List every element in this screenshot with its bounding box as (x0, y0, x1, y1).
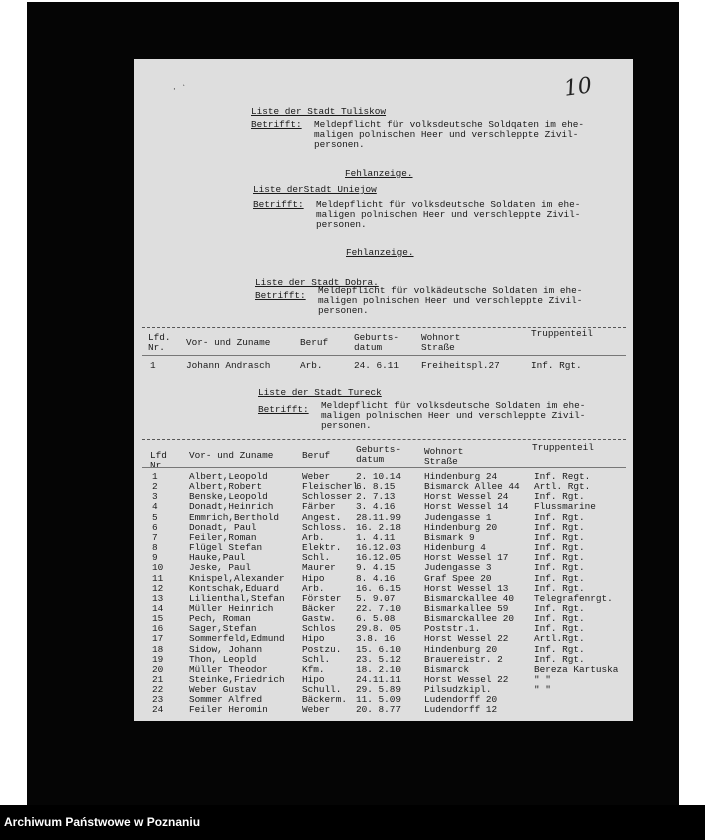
speck-marks: · ˋ (172, 85, 187, 94)
cell-truppe: Bereza Kartuska (534, 663, 619, 675)
cell-beruf: Gastw. (302, 613, 336, 625)
cell-truppe: Inf. Rgt. (534, 582, 585, 594)
tureck-subject: Meldepflicht für volksdeutsche Soldaten im ehe- maligen polnischen Heer und verschleppte Zivil- personen. (321, 400, 586, 431)
tureck-header-truppe: Truppenteil (532, 442, 594, 453)
cell-geburt: 16. 2.18 (356, 521, 402, 533)
archive-label: Archiwum Państwowe w Poznaniu (4, 815, 201, 829)
cell-name: Feiler,Roman (189, 531, 257, 543)
cell-wohnort: Bismarck Allee 44 (424, 481, 520, 493)
cell-truppe: Inf. Rgt. (534, 491, 585, 503)
cell-name: Donadt,Heinrich (189, 501, 274, 513)
cell-beruf: Hipo (302, 674, 325, 685)
cell-wohnort: Horst Wessel 24 (424, 491, 509, 503)
dobra-subject: Meldepflicht für volkädeutsche Soldaten im ehe- maligen polnischen Heer und verschleppte Zivil- personen. (318, 285, 583, 316)
cell-beruf: Maurer (302, 562, 336, 574)
cell-name: Johann Andrasch (186, 360, 271, 371)
uniejow-fehlanzeige: Fehlanzeige. (346, 247, 414, 258)
cell-wohnort: Horst Wessel 22 (424, 674, 509, 685)
cell-lfd: 14 (152, 602, 164, 614)
table-row (134, 361, 633, 371)
cell-lfd: 1 (152, 471, 158, 482)
cell-name: Sommerfeld,Edmund (189, 633, 285, 645)
cell-name: Pech, Roman (189, 613, 251, 625)
dobra-header-beruf: Beruf (300, 337, 329, 348)
cell-truppe: Inf. Rgt. (534, 613, 585, 625)
cell-wohnort: Hidenburg 4 (424, 542, 486, 554)
uniejow-betrifft-label: Betrifft: (253, 199, 304, 210)
dobra-betrifft-label: Betrifft: (255, 290, 306, 301)
cell-lfd: 4 (152, 501, 158, 513)
cell-geburt: 23. 5.12 (356, 653, 402, 665)
uniejow-subject: Meldepflicht für volksdeutsche Soldaten im ehe- maligen polnischen Heer und verschleppte Zivil- personen. (316, 199, 581, 230)
cell-wohnort: Judengasse 3 (424, 562, 492, 574)
cell-lfd: 6 (152, 521, 158, 533)
cell-truppe: Inf. Rgt. (534, 511, 585, 523)
cell-truppe: Inf. Rgt. (534, 623, 585, 635)
tureck-header-beruf: Beruf (302, 450, 331, 461)
tureck-table-top-rule (142, 439, 626, 440)
cell-geburt: 6. 8.15 (356, 481, 396, 493)
document-page (134, 59, 633, 721)
cell-lfd: 5 (152, 511, 158, 523)
cell-wohnort: Judengasse 1 (424, 511, 492, 523)
cell-truppe: Inf. Rgt. (531, 360, 582, 371)
cell-beruf: Angest. (302, 511, 342, 523)
tureck-header-lfd: Lfd Nr (150, 450, 167, 471)
cell-wohnort: Horst Wessel 14 (424, 501, 509, 513)
table-row (134, 574, 633, 584)
uniejow-title: Liste derStadt Uniejow (253, 184, 377, 195)
cell-beruf: Elektr. (302, 542, 342, 554)
cell-lfd: 10 (152, 562, 164, 574)
cell-truppe: Inf. Rgt. (534, 552, 585, 564)
cell-geburt: 24. 6.11 (354, 360, 400, 371)
cell-geburt: 16.12.03 (356, 542, 402, 554)
cell-lfd: 2 (152, 481, 158, 493)
tuliskow-title: Liste der Stadt Tuliskow (251, 106, 387, 117)
cell-wohnort: Bismarkallee 59 (424, 602, 509, 614)
tureck-header-geburt: Geburts- datum (356, 444, 402, 465)
cell-lfd: 19 (152, 653, 164, 665)
cell-lfd: 12 (152, 582, 164, 594)
cell-geburt: 2. 7.13 (356, 491, 396, 503)
cell-geburt: 6. 5.08 (356, 613, 396, 625)
cell-geburt: 2. 10.14 (356, 471, 402, 482)
dobra-header-geburt: Geburts- datum (354, 332, 400, 353)
cell-geburt: 20. 8.77 (356, 704, 402, 716)
cell-truppe: " " (534, 684, 551, 696)
cell-truppe: Inf. Rgt. (534, 602, 585, 614)
cell-truppe: Inf. Rgt. (534, 521, 585, 533)
cell-name: Sidow, Johann (189, 643, 263, 655)
cell-wohnort: Bismarck (424, 663, 470, 675)
dobra-header-lfd: Lfd. Nr. (148, 332, 171, 353)
table-row (134, 705, 633, 715)
cell-name: Emmrich,Berthold (189, 511, 280, 523)
cell-lfd: 16 (152, 623, 164, 635)
cell-beruf: Färber (302, 501, 336, 513)
cell-beruf: Hipo (302, 572, 325, 584)
cell-lfd: 21 (152, 674, 164, 685)
cell-beruf: Schl. (302, 653, 331, 665)
cell-beruf: Arb. (302, 531, 325, 543)
cell-wohnort: Bismarckallee 40 (424, 592, 515, 604)
cell-lfd: 3 (152, 491, 158, 503)
tureck-table-header-rule (142, 467, 626, 468)
cell-name: Weber Gustav (189, 684, 257, 696)
cell-beruf: Schlos (302, 623, 336, 635)
cell-name: Steinke,Friedrich (189, 674, 285, 685)
cell-truppe: Inf. Rgt. (534, 542, 585, 554)
cell-beruf: Arb. (302, 582, 325, 594)
cell-beruf: Arb. (300, 360, 323, 371)
cell-geburt: 9. 4.15 (356, 562, 396, 574)
cell-wohnort: Horst Wessel 22 (424, 633, 509, 645)
cell-lfd: 23 (152, 694, 164, 706)
tuliskow-fehlanzeige: Fehlanzeige. (345, 168, 413, 179)
cell-geburt: 24.11.11 (356, 674, 402, 685)
cell-truppe: Inf. Rgt. (534, 531, 585, 543)
cell-beruf: Schull. (302, 684, 342, 696)
tureck-header-name: Vor- und Zuname (189, 450, 274, 461)
cell-lfd: 22 (152, 684, 164, 696)
dobra-header-truppe: Truppenteil (531, 328, 593, 339)
cell-geburt: 22. 7.10 (356, 602, 402, 614)
dobra-header-wohnort: Wohnort Straße (421, 332, 461, 353)
cell-name: Feiler Heromin (189, 704, 268, 716)
cell-geburt: 16.12.05 (356, 552, 402, 564)
cell-beruf: Förster (302, 592, 342, 604)
cell-geburt: 16. 6.15 (356, 582, 402, 594)
cell-lfd: 17 (152, 633, 164, 645)
cell-beruf: Weber (302, 704, 331, 716)
cell-geburt: 29. 5.89 (356, 684, 402, 696)
cell-truppe: Artl.Rgt. (534, 633, 585, 645)
cell-name: Knispel,Alexander (189, 572, 285, 584)
cell-name: Flügel Stefan (189, 542, 263, 554)
cell-wohnort: Freiheitspl.27 (421, 360, 500, 371)
cell-wohnort: Horst Wessel 17 (424, 552, 509, 564)
cell-geburt: 1. 4.11 (356, 531, 396, 543)
page-number: 10 (562, 73, 594, 102)
cell-wohnort: Hindenburg 24 (424, 471, 498, 482)
table-row (134, 634, 633, 644)
cell-beruf: Weber (302, 471, 331, 482)
cell-lfd: 15 (152, 613, 164, 625)
cell-beruf: Kfm. (302, 663, 325, 675)
cell-wohnort: Ludendorff 12 (424, 704, 498, 716)
cell-lfd: 13 (152, 592, 164, 604)
cell-name: Sager,Stefan (189, 623, 257, 635)
cell-beruf: Hipo (302, 633, 325, 645)
cell-truppe: Inf. Rgt. (534, 653, 585, 665)
cell-lfd: 8 (152, 542, 158, 554)
cell-name: Kontschak,Eduard (189, 582, 280, 594)
cell-wohnort: Bismark 9 (424, 531, 475, 543)
cell-name: Lilienthal,Stefan (189, 592, 285, 604)
cell-wohnort: Hindenburg 20 (424, 643, 498, 655)
microfilm-frame (27, 2, 679, 805)
cell-wohnort: Ludendorff 20 (424, 694, 498, 706)
cell-geburt: 11. 5.09 (356, 694, 402, 706)
cell-geburt: 18. 2.10 (356, 663, 402, 675)
tureck-title: Liste der Stadt Tureck (258, 387, 382, 398)
cell-lfd: 11 (152, 572, 164, 584)
tureck-header-wohnort: Wohnort Straße (424, 446, 464, 467)
cell-name: Müller Heinrich (189, 602, 274, 614)
cell-lfd: 7 (152, 531, 158, 543)
dobra-header-name: Vor- und Zuname (186, 337, 271, 348)
cell-wohnort: Pilsudzkipl. (424, 684, 492, 696)
cell-geburt: 28.11.99 (356, 511, 402, 523)
cell-name: Albert,Leopold (189, 471, 268, 482)
dobra-title: Liste der Stadt Dobra. (255, 277, 379, 288)
cell-lfd: 24 (152, 704, 164, 716)
cell-truppe: Inf. Rgt. (534, 643, 585, 655)
cell-name: Donadt, Paul (189, 521, 257, 533)
cell-beruf: Fleischerl (302, 481, 359, 493)
cell-beruf: Schl. (302, 552, 331, 564)
cell-name: Thon, Leopld (189, 653, 257, 665)
table-row (134, 502, 633, 512)
cell-beruf: Schloss. (302, 521, 348, 533)
cell-name: Müller Theodor (189, 663, 268, 675)
cell-beruf: Schlosser (302, 491, 353, 503)
cell-lfd: 1 (150, 360, 156, 371)
cell-lfd: 20 (152, 663, 164, 675)
cell-truppe: Inf. Rgt. (534, 572, 585, 584)
cell-name: Benske,Leopold (189, 491, 268, 503)
cell-beruf: Bäckerm. (302, 694, 348, 706)
cell-truppe: Flussmarine (534, 501, 596, 513)
cell-name: Jeske, Paul (189, 562, 251, 574)
tureck-betrifft-label: Betrifft: (258, 404, 309, 415)
cell-wohnort: Horst Wessel 13 (424, 582, 509, 594)
cell-truppe: " " (534, 674, 551, 685)
cell-truppe: Artl. Rgt. (534, 481, 591, 493)
cell-wohnort: Hindenburg 20 (424, 521, 498, 533)
cell-beruf: Postzu. (302, 643, 342, 655)
cell-truppe: Inf. Regt. (534, 471, 591, 482)
cell-wohnort: Bismarckallee 20 (424, 613, 515, 625)
cell-lfd: 9 (152, 552, 158, 564)
cell-truppe: Telegrafenrgt. (534, 592, 613, 604)
dobra-table-header-rule (142, 355, 626, 356)
table-row (134, 563, 633, 573)
cell-geburt: 29.8. 05 (356, 623, 402, 635)
cell-name: Albert,Robert (189, 481, 263, 493)
cell-wohnort: Graf Spee 20 (424, 572, 492, 584)
cell-truppe: Inf. Rgt. (534, 562, 585, 574)
cell-geburt: 3. 4.16 (356, 501, 396, 513)
cell-geburt: 5. 9.07 (356, 592, 396, 604)
cell-wohnort: Poststr.1. (424, 623, 481, 635)
cell-geburt: 3.8. 16 (356, 633, 396, 645)
cell-lfd: 18 (152, 643, 164, 655)
cell-beruf: Bäcker (302, 602, 336, 614)
tuliskow-betrifft-label: Betrifft: (251, 119, 302, 130)
tuliskow-subject: Meldepflicht für volksdeutsche Soldqaten im ehe- maligen polnischen Heer und verschleppte Zivil- personen. (314, 119, 585, 150)
cell-geburt: 8. 4.16 (356, 572, 396, 584)
cell-geburt: 15. 6.10 (356, 643, 402, 655)
cell-name: Sommer Alfred (189, 694, 263, 706)
cell-name: Hauke,Paul (189, 552, 246, 564)
cell-wohnort: Brauereistr. 2 (424, 653, 503, 665)
